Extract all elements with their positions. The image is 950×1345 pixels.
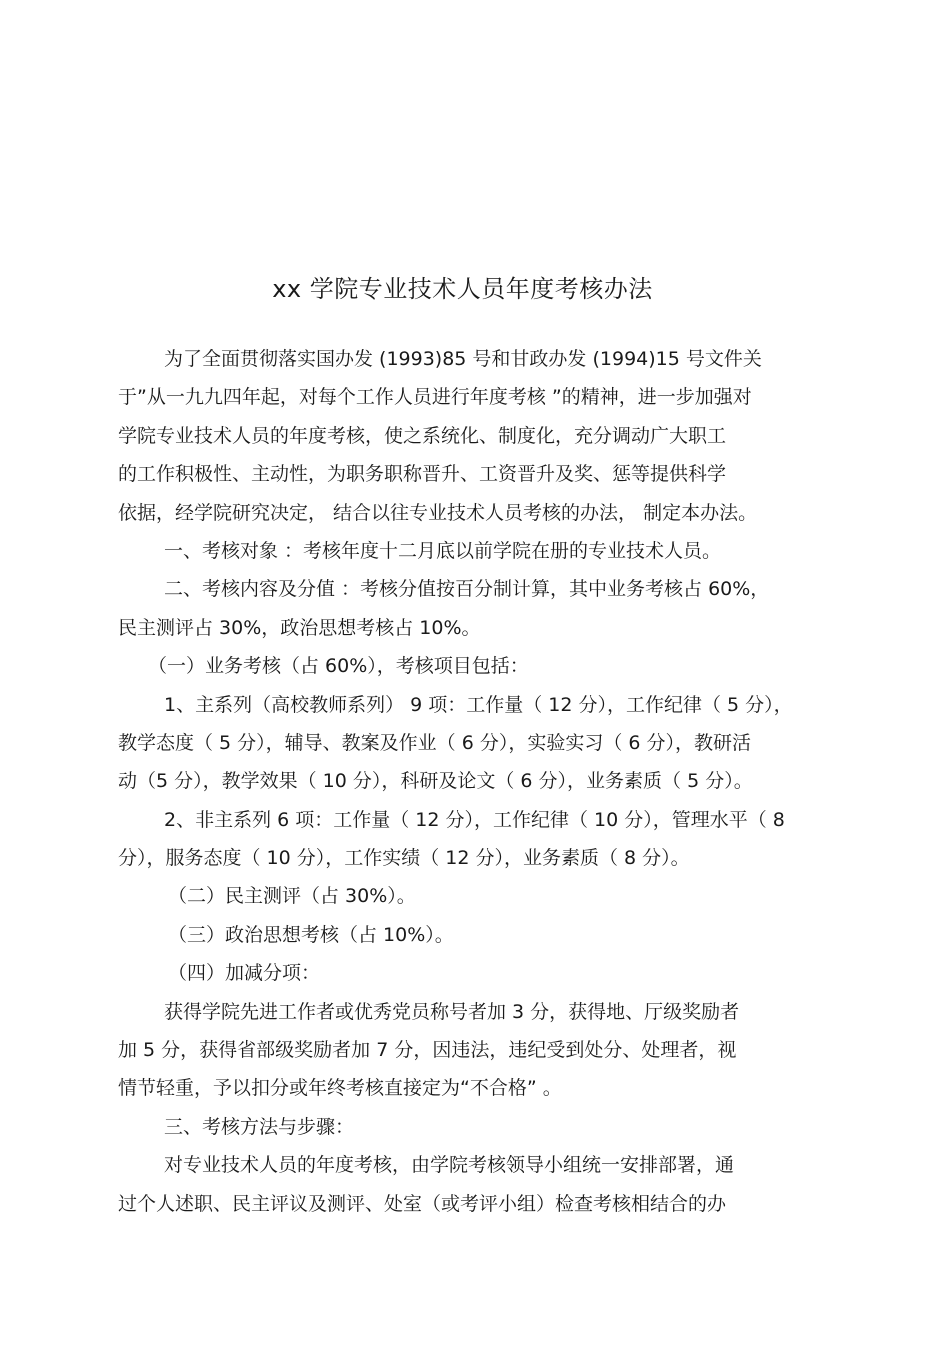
paragraph-line: 民主测评占 30%，政治思想考核占 10%。 <box>118 616 481 639</box>
paragraph-line: 过个人述职、民主评议及测评、处室（或考评小组）检查考核相结合的办 <box>118 1192 727 1215</box>
paragraph-line: 1、主系列（高校教师系列） 9 项：工作量（ 12 分），工作纪律（ 5 分）， <box>164 693 793 716</box>
paragraph-line: 一、考核对象 ：考核年度十二月底以前学院在册的专业技术人员。 <box>164 539 722 562</box>
paragraph-line: 学院专业技术人员的年度考核，使之系统化、制度化，充分调动广大职工 <box>118 424 727 447</box>
paragraph-line: （二）民主测评（占 30%）。 <box>168 885 416 908</box>
paragraph-line: 教学态度（ 5 分），辅导、教案及作业（ 6 分），实验实习（ 6 分），教研活 <box>118 731 752 754</box>
paragraph-line: （一）业务考核（占 60%），考核项目包括： <box>148 655 529 678</box>
paragraph-line: 为了全面贯彻落实国办发 (1993)85 号和甘政办发 (1994)15 号文件关 <box>164 348 762 370</box>
paragraph-line: 三、考核方法与步骤： <box>164 1115 355 1138</box>
paragraph-line: 加 5 分，获得省部级奖励者加 7 分，因违法，违纪受到处分、处理者，视 <box>118 1039 737 1062</box>
paragraph-line: 于”从一九九四年起，对每个工作人员进行年度考核 ”的精神，进一步加强对 <box>118 386 752 409</box>
paragraph-line: 的工作积极性、主动性，为职务职称晋升、工资晋升及奖、惩等提供科学 <box>118 463 727 486</box>
document-body <box>118 340 838 1223</box>
paragraph-line: （四）加减分项： <box>168 962 321 985</box>
paragraph-line: 分），服务态度（ 10 分），工作实绩（ 12 分），业务素质（ 8 分）。 <box>118 847 690 870</box>
paragraph-line: 二、考核内容及分值 ：考核分值按百分制计算，其中业务考核占 60%， <box>164 578 770 601</box>
paragraph-line: 依据，经学院研究决定， 结合以往专业技术人员考核的办法， 制定本办法。 <box>118 501 758 524</box>
paragraph-line: 动（5 分），教学效果（ 10 分），科研及论文（ 6 分），业务素质（ 5 分）。 <box>118 770 753 793</box>
paragraph-line: 2、非主系列 6 项：工作量（ 12 分），工作纪律（ 10 分），管理水平（ 8 <box>164 808 785 831</box>
paragraph-line: 情节轻重，予以扣分或年终考核直接定为“不合格” 。 <box>118 1077 562 1100</box>
paragraph-line: 获得学院先进工作者或优秀党员称号者加 3 分，获得地、厅级奖励者 <box>164 1000 740 1023</box>
paragraph-line: 对专业技术人员的年度考核，由学院考核领导小组统一安排部署，通 <box>164 1154 735 1177</box>
paragraph-line: （三）政治思想考核（占 10%）。 <box>168 923 454 946</box>
document-title: xx 学院专业技术人员年度考核办法 <box>272 275 653 303</box>
